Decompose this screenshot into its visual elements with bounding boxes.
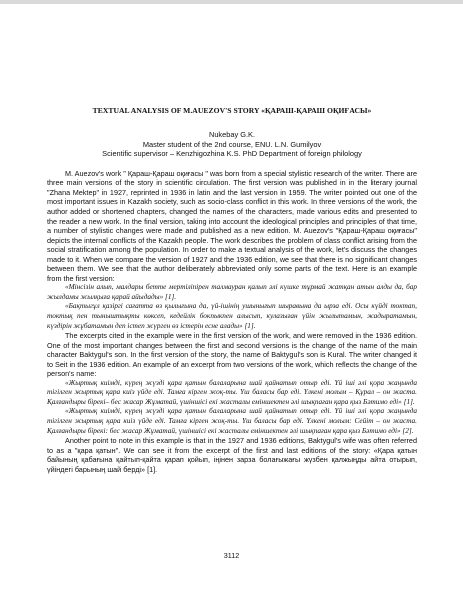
quote-2: «Бақтыгұл қазіргі сағатта өз қылығына да, үй-ішінің ушынығып шыравына да ырза еді. Осы күйді токтап, токтық пен тыныштықты көксеп, кедейлік бокпыкпен алысып, кулазыған үйін жылытамын, жадыратамын, күздірін жұбатамын деп істеп жүрген өз істерін есне алады» [1].	[47, 302, 417, 330]
page-top-edge	[0, 0, 463, 4]
quote-3: «Жыртық киімді, күрең жүзді қара қатын балаларына шай қайнатып отыр еді. Үй іші әлі қора жаңында тігілген жыртық қара киіз үйде еді. Тамға кірген жоқ-ты. Үш баласы бар еді. Үлкені молым – Құрал – он жаста. Қалғандыры бірекі– бес жасар Жұматай, үшіншісі екі жасталы еміншектен әлі шықпаған қара қыз Бәтимо еді» [1].	[47, 378, 417, 406]
author-name: Nukebay G.K.	[208, 130, 255, 139]
paragraph-excerpts: The excerpts cited in the example were in the first version of the work, and were removed in the 1936 edition. One of the most important changes between the first and second versions is the change of the name of the main character Baktygul's son. In the first version of the story, the name of Baktygul's son is Kural. The writer changed it to Seit in the 1936 edition. An example of an excerpt from two versions of the work, which reflects the change of the person's name:	[47, 331, 417, 379]
article-content	[47, 106, 417, 474]
paragraph-another-point: Another point to note in this example is that in the 1927 and 1936 editions, Baktygul's wife was often referred to as a "қара қатын". We can see it from the excerpt of the first and last editions of the story: «Қара қатын байының қабағына қайтып-қайта қарап қойып, іңінен зарза болағыжағы жүзбен қалжыңды айта отырып, үйіндегі барының шай берді» [1].	[47, 436, 417, 474]
article-title: TEXTUAL ANALYSIS OF M.AUEZOV'S STORY «ҚАРАШ-ҚАРАШ ОҚИҒАСЫ»	[92, 106, 372, 115]
paragraph-intro: M. Auezov's work " Қараш-Қараш оқиғасы " was born from a special stylistic research of the writer. There are three main versions of the story in scientific circulation. The first version was published in in the literary journal "Zhana Mektep" in 1927, reprinted in 1936 in latin and the last version in 1959. The writer pointed out one of the most important issues in Kazakh society, such as socio-class conflict in this work. In three versions of the work, the author added or shortened chapters, changed the names of the characters, made various edits and presented to the reader a new work. In the final version, taking into account the ideological principles and principles of that time, a number of stylistic changes were made and published as a new edition. M. Auezov's "Қараш-Қараш оқиғасы" depicts the internal conflicts of the Kazakh people. The work describes the problem of class conflict arising from the social stratification among the population. In order to make a textual analysis of the work, let's discuss the changes made to it. When we compare the version of 1927 and the 1936 edition, we see that there is no significant changes between them. We see that the author deliberately abbreviated only some parts of the text. Here is an example from the first version:	[47, 168, 417, 283]
author-position: Master student of the 2nd course, ENU. L.N. Gumilyov	[142, 139, 322, 149]
scientific-supervisor: Scientific supervisor – Kenzhigozhina K.S. PhD Department of foreign philology	[102, 149, 362, 159]
quote-4: «Жыртық киімді, күрең жүзді қара қатын балаларына шай қайнатып отыр еді. Үй іші әлі қора жаңында тігілген жыртық қара киіз үйде еді. Тамға кірген жоқ-ты. Үш баласы бар еді. Үлкені молым: Сейіт – он жаста. Қалғандыры бірекі: бес жасар Жұматай, үшіншісі екі жасталы еміншектен әлі шықпаған қара қыз Бәтимо еді» [2].	[47, 407, 417, 435]
page-number: 3112	[223, 551, 240, 560]
quote-1: «Мінсізін алып, малдары бетте мертіліпірен талмауран қалып әлі күшке тұрмай жатқан атын алды да, бар жылдамы жылқыға қарай айыдады» [1].	[47, 283, 417, 301]
